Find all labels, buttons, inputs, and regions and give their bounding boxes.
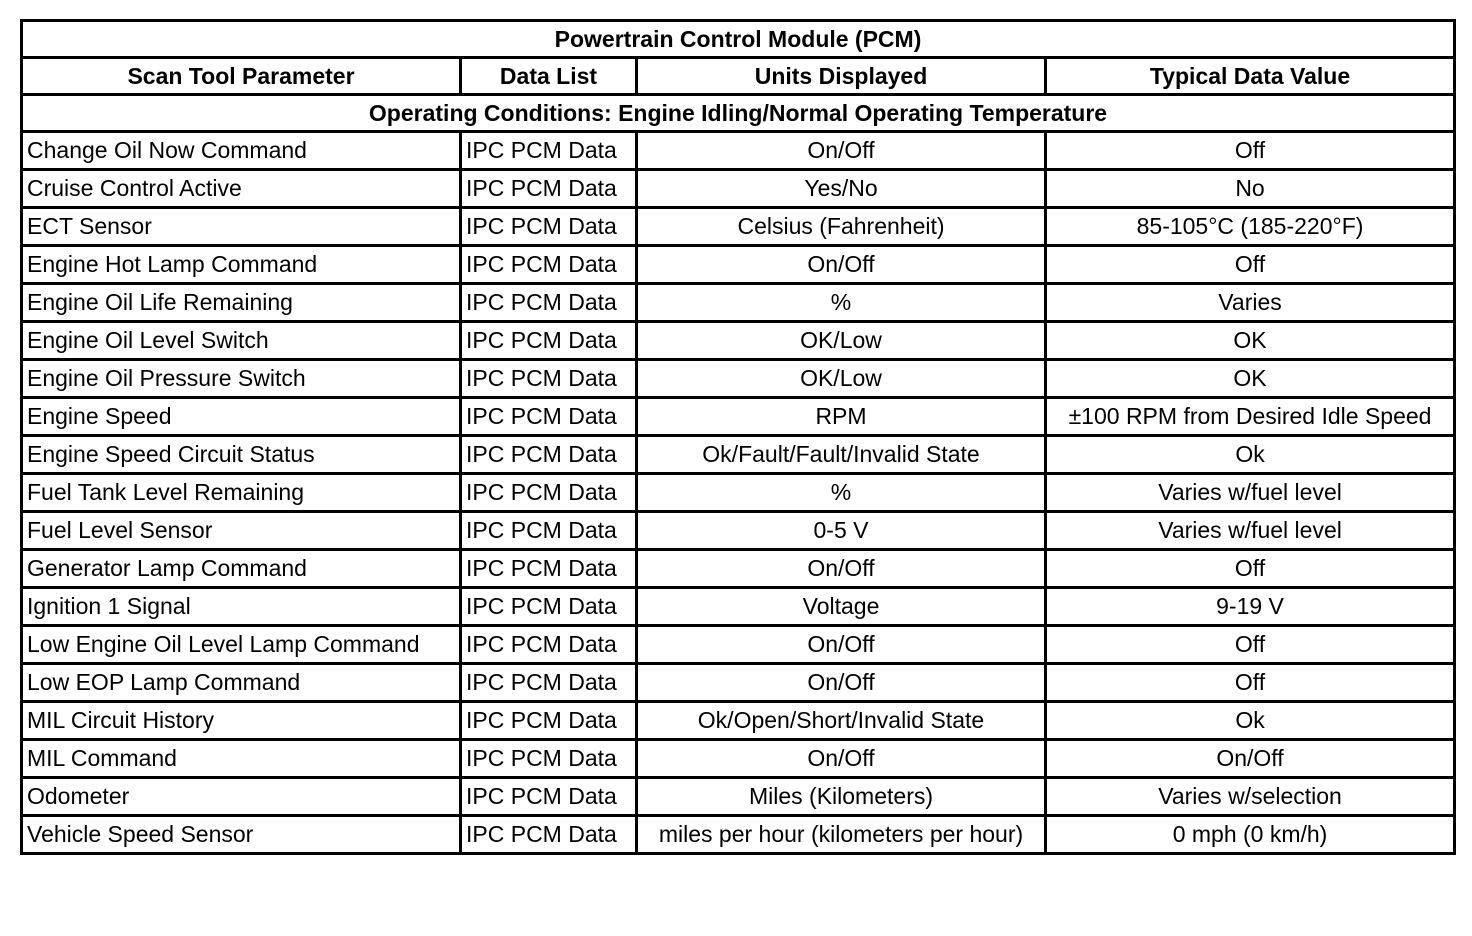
table-row	[22, 588, 1455, 626]
cell-units: Ok/Fault/Fault/Invalid State	[637, 436, 1046, 474]
cell-typical-value: 85-105°C (185-220°F)	[1046, 208, 1455, 246]
table-row	[22, 512, 1455, 550]
cell-parameter: Engine Oil Level Switch	[22, 322, 461, 360]
cell-units: RPM	[637, 398, 1046, 436]
cell-parameter: MIL Circuit History	[22, 702, 461, 740]
cell-units: On/Off	[637, 246, 1046, 284]
cell-units: Yes/No	[637, 170, 1046, 208]
table-title-row	[22, 21, 1455, 58]
cell-units: Celsius (Fahrenheit)	[637, 208, 1046, 246]
cell-typical-value: ±100 RPM from Desired Idle Speed	[1046, 398, 1455, 436]
table-row	[22, 436, 1455, 474]
cell-parameter: MIL Command	[22, 740, 461, 778]
cell-units: On/Off	[637, 132, 1046, 170]
table-row	[22, 360, 1455, 398]
cell-data-list: IPC PCM Data	[461, 246, 637, 284]
cell-units: On/Off	[637, 664, 1046, 702]
cell-data-list: IPC PCM Data	[461, 322, 637, 360]
cell-data-list: IPC PCM Data	[461, 588, 637, 626]
cell-data-list: IPC PCM Data	[461, 778, 637, 816]
cell-typical-value: Ok	[1046, 702, 1455, 740]
table-row	[22, 550, 1455, 588]
column-header-parameter: Scan Tool Parameter	[22, 58, 461, 95]
column-header-units: Units Displayed	[637, 58, 1046, 95]
cell-typical-value: Off	[1046, 132, 1455, 170]
cell-units: OK/Low	[637, 360, 1046, 398]
table-body	[22, 132, 1455, 854]
cell-parameter: Low Engine Oil Level Lamp Command	[22, 626, 461, 664]
cell-typical-value: 9-19 V	[1046, 588, 1455, 626]
table-title: Powertrain Control Module (PCM)	[22, 21, 1455, 58]
table-row	[22, 474, 1455, 512]
cell-data-list: IPC PCM Data	[461, 132, 637, 170]
cell-parameter: Odometer	[22, 778, 461, 816]
cell-typical-value: Ok	[1046, 436, 1455, 474]
cell-data-list: IPC PCM Data	[461, 816, 637, 854]
table-row	[22, 740, 1455, 778]
cell-parameter: Generator Lamp Command	[22, 550, 461, 588]
cell-data-list: IPC PCM Data	[461, 512, 637, 550]
cell-typical-value: Varies w/fuel level	[1046, 474, 1455, 512]
cell-data-list: IPC PCM Data	[461, 208, 637, 246]
cell-data-list: IPC PCM Data	[461, 474, 637, 512]
cell-data-list: IPC PCM Data	[461, 740, 637, 778]
cell-data-list: IPC PCM Data	[461, 398, 637, 436]
table-row	[22, 778, 1455, 816]
cell-parameter: Engine Hot Lamp Command	[22, 246, 461, 284]
column-header-data-list: Data List	[461, 58, 637, 95]
cell-parameter: Engine Speed	[22, 398, 461, 436]
cell-parameter: Vehicle Speed Sensor	[22, 816, 461, 854]
cell-typical-value: Off	[1046, 664, 1455, 702]
table-row	[22, 322, 1455, 360]
cell-typical-value: Varies w/selection	[1046, 778, 1455, 816]
cell-parameter: Cruise Control Active	[22, 170, 461, 208]
cell-parameter: ECT Sensor	[22, 208, 461, 246]
cell-typical-value: Varies	[1046, 284, 1455, 322]
table-row	[22, 284, 1455, 322]
table-row	[22, 398, 1455, 436]
cell-typical-value: Off	[1046, 550, 1455, 588]
cell-units: %	[637, 474, 1046, 512]
cell-typical-value: On/Off	[1046, 740, 1455, 778]
table-row	[22, 170, 1455, 208]
cell-typical-value: Off	[1046, 246, 1455, 284]
cell-parameter: Engine Speed Circuit Status	[22, 436, 461, 474]
cell-units: On/Off	[637, 550, 1046, 588]
table-row	[22, 664, 1455, 702]
cell-data-list: IPC PCM Data	[461, 626, 637, 664]
table-row	[22, 816, 1455, 854]
cell-data-list: IPC PCM Data	[461, 664, 637, 702]
cell-typical-value: OK	[1046, 322, 1455, 360]
operating-conditions: Operating Conditions: Engine Idling/Normal Operating Temperature	[22, 95, 1455, 132]
cell-units: Voltage	[637, 588, 1046, 626]
cell-units: Miles (Kilometers)	[637, 778, 1046, 816]
cell-typical-value: Off	[1046, 626, 1455, 664]
cell-data-list: IPC PCM Data	[461, 360, 637, 398]
cell-typical-value: No	[1046, 170, 1455, 208]
cell-parameter: Fuel Level Sensor	[22, 512, 461, 550]
column-header-typical-value: Typical Data Value	[1046, 58, 1455, 95]
pcm-data-table-container	[20, 19, 1456, 855]
cell-data-list: IPC PCM Data	[461, 550, 637, 588]
column-header-row	[22, 58, 1455, 95]
table-row	[22, 246, 1455, 284]
cell-data-list: IPC PCM Data	[461, 170, 637, 208]
cell-units: Ok/Open/Short/Invalid State	[637, 702, 1046, 740]
cell-parameter: Engine Oil Pressure Switch	[22, 360, 461, 398]
cell-parameter: Engine Oil Life Remaining	[22, 284, 461, 322]
cell-data-list: IPC PCM Data	[461, 436, 637, 474]
operating-conditions-row	[22, 95, 1455, 132]
table-row	[22, 626, 1455, 664]
cell-units: 0-5 V	[637, 512, 1046, 550]
table-row	[22, 702, 1455, 740]
cell-units: OK/Low	[637, 322, 1046, 360]
cell-parameter: Ignition 1 Signal	[22, 588, 461, 626]
table-row	[22, 208, 1455, 246]
cell-units: On/Off	[637, 740, 1046, 778]
cell-parameter: Change Oil Now Command	[22, 132, 461, 170]
cell-parameter: Low EOP Lamp Command	[22, 664, 461, 702]
cell-typical-value: Varies w/fuel level	[1046, 512, 1455, 550]
cell-data-list: IPC PCM Data	[461, 284, 637, 322]
cell-data-list: IPC PCM Data	[461, 702, 637, 740]
cell-units: %	[637, 284, 1046, 322]
pcm-data-table	[20, 19, 1456, 855]
cell-parameter: Fuel Tank Level Remaining	[22, 474, 461, 512]
table-row	[22, 132, 1455, 170]
cell-units: miles per hour (kilometers per hour)	[637, 816, 1046, 854]
cell-typical-value: 0 mph (0 km/h)	[1046, 816, 1455, 854]
cell-units: On/Off	[637, 626, 1046, 664]
cell-typical-value: OK	[1046, 360, 1455, 398]
